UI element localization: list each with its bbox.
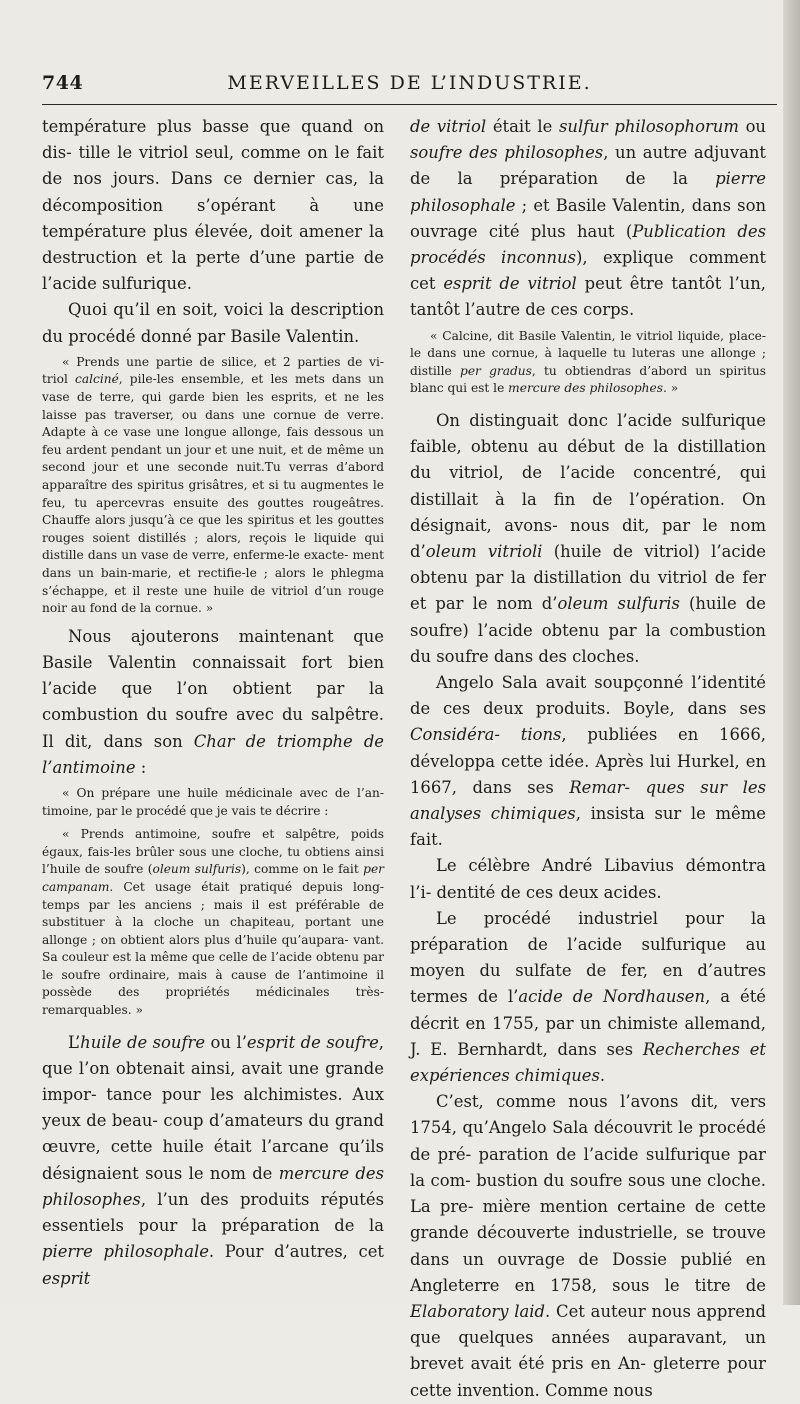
italic-text: pierre philosophale bbox=[410, 169, 766, 215]
paragraph bbox=[410, 408, 766, 670]
paragraph bbox=[410, 906, 766, 1089]
paragraph bbox=[42, 297, 384, 349]
text: Angelo Sala avait soupçonné l’identité de ces deux produits. Boyle, dans ses bbox=[410, 673, 766, 719]
quotation bbox=[42, 826, 384, 1020]
italic-text: esprit bbox=[42, 1268, 91, 1288]
quotation bbox=[42, 785, 384, 820]
paragraph bbox=[410, 853, 766, 905]
text: « Prends antimoine, soufre et salpêtre, poids égaux, fais-les brûler sous une cloche, tu obtiens ainsi l’huile de soufre ( bbox=[42, 827, 384, 877]
text: , publiées en 1666, développa cette idée. Après lui Hurkel, en 1667, dans ses bbox=[410, 725, 766, 797]
italic-text: acide de Nordhausen bbox=[518, 987, 706, 1007]
text: , que l’on obtenait ainsi, avait une grande impor- tance pour les alchimistes. Aux yeux de beau- coup d’amateurs du grand œuvre, cette huile était l’arcane qu’ils désignaient sous le nom de bbox=[42, 1032, 384, 1183]
italic-text: esprit de vitriol bbox=[443, 274, 577, 294]
italic-text: per gradus bbox=[460, 363, 532, 378]
text: ), comme on le fait bbox=[241, 862, 364, 877]
italic-text: calciné bbox=[75, 372, 119, 387]
italic-text: pierre philosophale bbox=[42, 1242, 209, 1262]
paragraph bbox=[410, 114, 766, 324]
italic-text: mercure des philosophes bbox=[42, 1163, 384, 1209]
italic-text: per campanam bbox=[42, 862, 384, 894]
text: « On prépare une huile médicinale avec de l’an- timoine, par le procédé que je vais te décrire : bbox=[42, 785, 384, 818]
page-number: 744 bbox=[42, 72, 84, 94]
italic-text: Elaboratory laid bbox=[410, 1301, 546, 1321]
quotation bbox=[42, 354, 384, 618]
italic-text: soufre des philosophes bbox=[410, 143, 604, 163]
italic-text: Char de triomphe de l’antimoine bbox=[42, 731, 385, 777]
text: : bbox=[135, 757, 147, 777]
text: , a été décrit en 1755, par un chimiste allemand, J. E. Bernhardt, dans ses bbox=[410, 987, 767, 1059]
italic-text: oleum sulfuris bbox=[152, 862, 242, 877]
text: ; et Basile Valentin, dans son ouvrage cité plus haut ( bbox=[410, 195, 766, 241]
text: température plus basse que quand on dis- tille le vitriol seul, comme on le fait de nos jours. Dans ce dernier cas, la décomposition s’opérant à une température plus élevée, doit amener la destruction et la perte d’une partie de l’acide sulfurique. bbox=[42, 117, 384, 294]
running-head bbox=[42, 66, 777, 105]
right-column bbox=[410, 114, 766, 1404]
text: C’est, comme nous l’avons dit, vers 1754, qu’Angelo Sala découvrit le procédé de pré- paration de l’acide sulfurique par la com- bustion du soufre sous une cloche. La pre- mière mention certaine de cette grande découverte industrielle, se trouve dans un ouvrage de Dossie publié en Angleterre en 1758, sous le titre de bbox=[410, 1092, 766, 1295]
italic-text: sulfur philosophorum bbox=[559, 117, 739, 136]
text: On distinguait donc l’acide sulfurique faible, obtenu au début de la distillation du vitriol, de l’acide concentré, qui distillait à la fin de l’opération. On désignait, avons- nous dit, par le nom d’ bbox=[410, 411, 766, 562]
text: Nous ajouterons maintenant que Basile Valentin connaissait fort bien l’acide que l’on obtient par la combustion du soufre avec du salpêtre. Il dit, dans son bbox=[42, 626, 384, 751]
text: Quoi qu’il en soit, voici la description du procédé donné par Basile Valentin. bbox=[42, 300, 384, 346]
italic-text: huile de soufre bbox=[80, 1032, 206, 1052]
text: , tu obtiendras d’abord un spiritus blanc qui est le bbox=[410, 363, 766, 396]
italic-text: Considéra- tions bbox=[410, 725, 562, 745]
text: , pile-les ensemble, et les mets dans un vase de terre, qui garde bien les esprits, et ne les laisse pas traverser, ou dans une cornue de verre. Adapte à ce vase une longue allonge, fais dessous un feu ardent pendant un jour et une nuit, et de même un second jour et une seconde nuit.Tu verras d’abord apparaître des spiritus grisâtres, et si tu augmentes le feu, tu apercevras ensuite des gouttes rougeâtres. Chauffe alors jusqu’à ce que les spiritus et les gouttes rouges soient distillés ; alors, reçois le liquide qui distille dans un vase de verre, enferme-le exacte- ment dans un bain-marie, et rectifie-le ; alors le phlegma s’échappe, et il reste une huile de vitriol d’un rouge noir au fond de la cornue. » bbox=[42, 372, 384, 616]
text: , l’un des produits réputés essentiels pour la préparation de la bbox=[42, 1189, 384, 1236]
text: Le célèbre André Libavius démontra l’i- dentité de ces deux acides. bbox=[410, 856, 766, 902]
italic-text: oleum vitrioli bbox=[425, 542, 543, 562]
page-edge-shadow bbox=[783, 0, 800, 1305]
text: ou bbox=[738, 117, 766, 136]
text: « Prends une partie de silice, et 2 parties de vi- triol bbox=[42, 354, 384, 387]
italic-text: mercure des philosophes bbox=[508, 381, 663, 396]
italic-text: de vitriol bbox=[410, 117, 487, 136]
paragraph bbox=[410, 670, 766, 853]
text: L’ bbox=[68, 1032, 81, 1052]
text: peut être tantôt l’un, tantôt l’autre de ces corps. bbox=[410, 274, 766, 320]
paragraph bbox=[42, 1030, 384, 1292]
text: . Cet auteur nous apprend que quelques années auparavant, un brevet avait été pris en An- gleterre pour cette invention. Comme nous bbox=[410, 1301, 766, 1400]
italic-text: esprit de soufre bbox=[246, 1032, 379, 1052]
text: . Pour d’autres, cet bbox=[208, 1242, 384, 1262]
italic-text: Recherches et expériences chimiques bbox=[410, 1039, 767, 1086]
text: (huile de vitriol) l’acide obtenu par la distillation du vitriol de fer et par le nom d’ bbox=[410, 542, 767, 614]
text: , un autre adjuvant de la préparation de la bbox=[410, 143, 766, 189]
running-title: MERVEILLES DE L’INDUSTRIE. bbox=[227, 72, 592, 94]
text: (huile de soufre) l’acide obtenu par la combustion du soufre dans des cloches. bbox=[410, 594, 766, 666]
text: était le bbox=[486, 117, 560, 136]
paragraph bbox=[410, 1089, 766, 1403]
text: « Calcine, dit Basile Valentin, le vitriol liquide, place-le dans une cornue, à laquelle tu luteras une allonge ; distille bbox=[410, 328, 766, 378]
text: . Cet usage était pratiqué depuis long- temps par les anciens ; mais il est préférable de substituer à la cloche un chapiteau, portant une allonge ; on obtient alors plus d’huile qu’aupara- vant. Sa couleur est la même que celle de l’acide obtenu par le soufre ordinaire, mais à cause de l’antimoine il possède des propriétés médicinales très-remarquables. » bbox=[42, 879, 384, 1018]
text: , insista sur le même fait. bbox=[410, 804, 766, 850]
italic-text: Remar- ques sur les analyses chimiques bbox=[410, 777, 766, 824]
text: . bbox=[599, 1066, 606, 1086]
text: ), explique comment cet bbox=[410, 248, 766, 294]
italic-text: oleum sulfuris bbox=[557, 594, 680, 614]
text: ou l’ bbox=[205, 1032, 247, 1052]
left-column bbox=[42, 114, 384, 1292]
text: Le procédé industriel pour la préparation de l’acide sulfurique au moyen du sulfate de fer, en d’autres termes de l’ bbox=[410, 908, 766, 1007]
text: . » bbox=[663, 381, 679, 396]
quotation bbox=[410, 328, 766, 398]
paragraph bbox=[42, 114, 384, 297]
italic-text: Publication des procédés inconnus bbox=[410, 221, 766, 268]
paragraph bbox=[42, 624, 384, 781]
